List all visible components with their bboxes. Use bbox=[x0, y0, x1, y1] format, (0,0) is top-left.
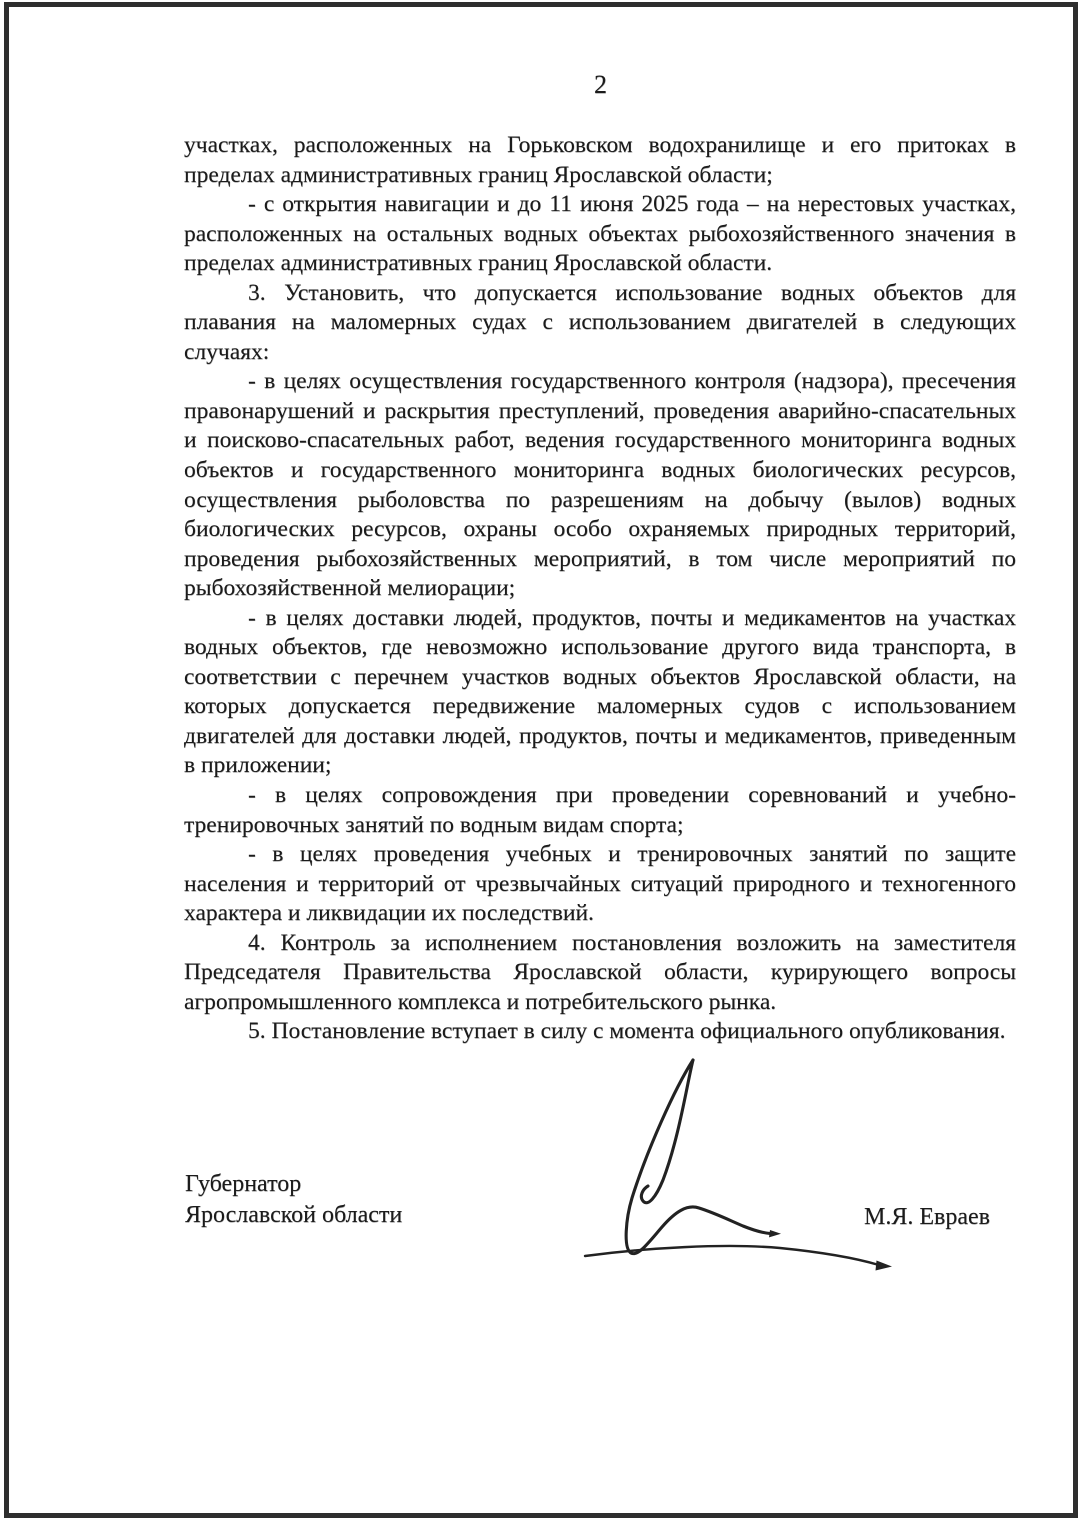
paragraph-point-5: 5. Постановление вступает в силу с момента официального опубликования. bbox=[248, 1018, 1006, 1045]
signature-autograph bbox=[575, 1050, 895, 1275]
flourish-arrow-tip bbox=[769, 1230, 781, 1237]
paragraph-list-item: - в целях сопровождения при проведении соревнований и учебно-тренировочных занятий по водным видам спорта; bbox=[184, 782, 1016, 838]
paragraph-continuation: участках, расположенных на Горьковском водохранилище и его притоках в пределах административных границ Ярославской области; bbox=[184, 132, 1016, 188]
signatory-title-line1: Губернатор bbox=[185, 1171, 302, 1197]
paragraph-list-item: - в целях осуществления государственного контроля (надзора), пресечения правонарушений и раскрытия преступлений, проведения аварийно-спасательных и поисково-спасательных работ, ведения государственного мониторинга водных объектов и государственного мониторинга водных биологических ресурсов, осуществления рыболовства по разрешениям на добычу (вылов) водных биологических ресурсов, охраны особо охраняемых природных территорий, проведения рыбохозяйственных мероприятий, в том числе мероприятий по рыбохозяйственной мелиорации; bbox=[184, 368, 1016, 602]
underline-arrow-tip bbox=[876, 1261, 893, 1271]
document-body bbox=[184, 131, 1016, 1047]
signatory-title bbox=[185, 1169, 402, 1230]
paragraph-list-item: - в целях доставки людей, продуктов, почты и медикаментов на участках водных объектов, где невозможно использование другого вида транспорта, в соответствии с перечнем участков водных объектов Ярославской области, на которых допускается передвижение маломерных судов с использованием двигателей для доставки людей, продуктов, почты и медикаментов, приведенным в приложении; bbox=[184, 604, 1016, 779]
paragraph-point-3: 3. Установить, что допускается использование водных объектов для плавания на маломерных судах с использованием двигателей в следующих случаях: bbox=[184, 279, 1016, 365]
paragraph-list-item: - в целях проведения учебных и тренировочных занятий по защите населения и территорий от чрезвычайных ситуаций природного и техногенного характера и ликвидации их последствий. bbox=[184, 841, 1016, 927]
signatory-title-line2: Ярославской области bbox=[185, 1201, 403, 1228]
signatory-name: М.Я. Евраев bbox=[864, 1204, 990, 1230]
page-number: 2 bbox=[594, 70, 607, 99]
paragraph-point-4: 4. Контроль за исполнением постановления возложить на заместителя Председателя Правительства Ярославской области, курирующего вопросы агропромышленного комплекса и потребительского рынка. bbox=[184, 929, 1016, 1015]
paragraph-list-item: - с открытия навигации и до 11 июня 2025 года – на нерестовых участках, расположенных на остальных водных объектах рыбохозяйственного значения в пределах административных границ Ярославской области. bbox=[184, 191, 1016, 277]
